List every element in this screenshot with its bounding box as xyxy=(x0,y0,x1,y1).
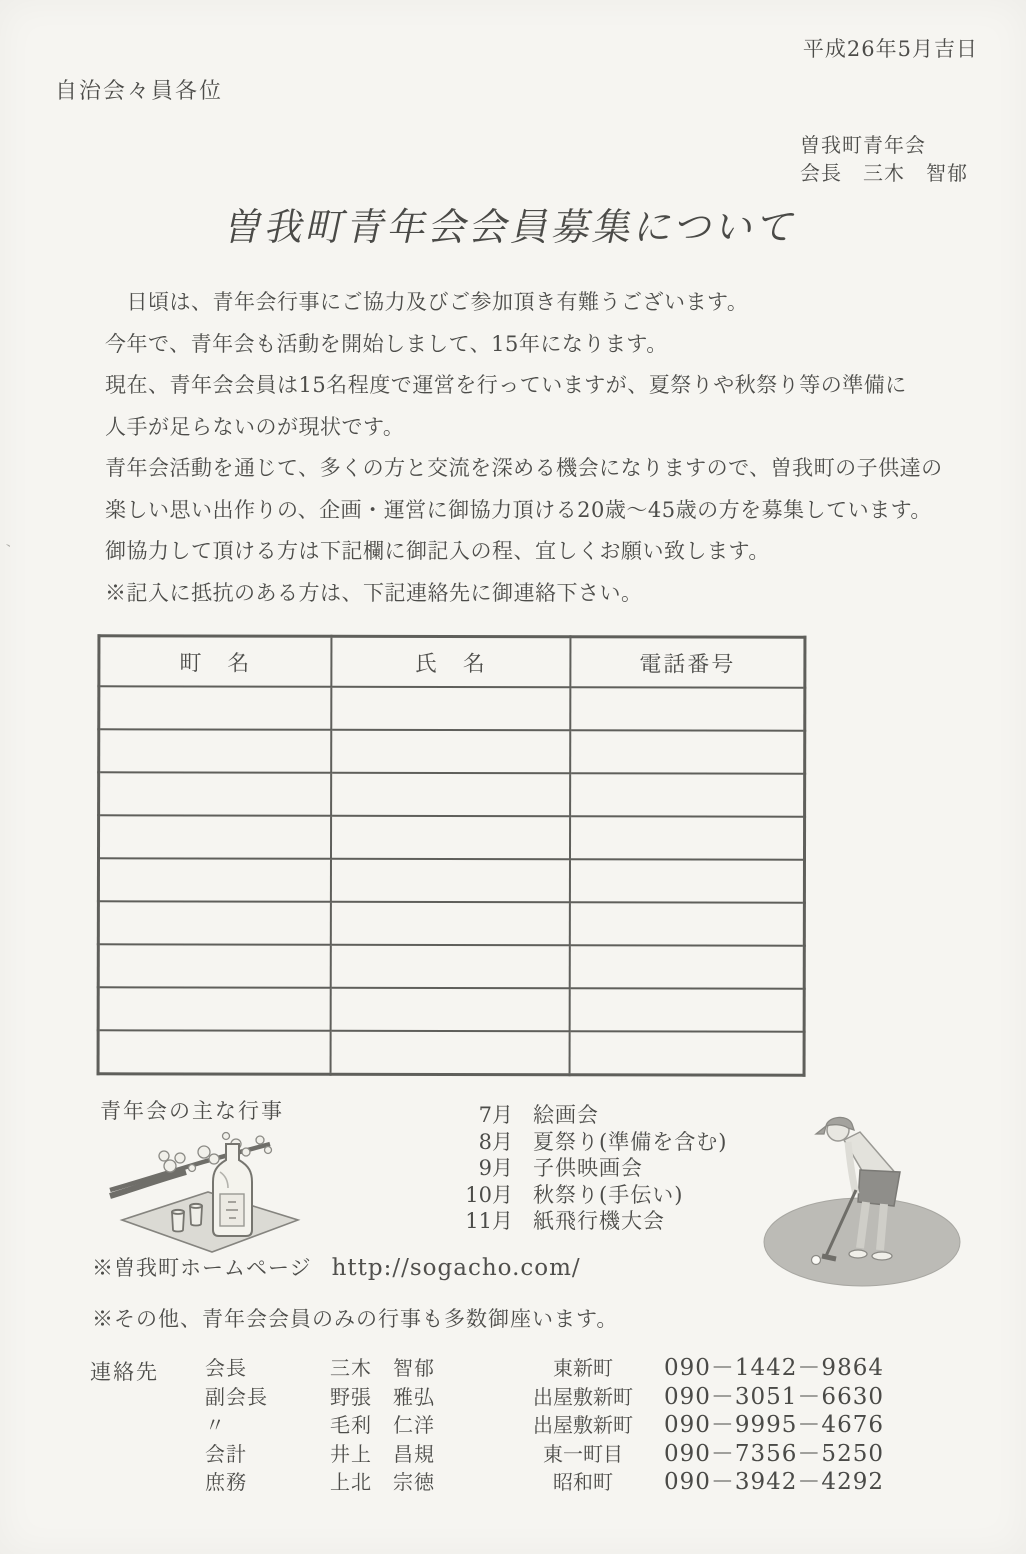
contact-town: 昭和町 xyxy=(553,1470,613,1494)
contacts-label: 連絡先 xyxy=(90,1360,159,1384)
empty-cell-phone xyxy=(570,988,805,1031)
contact-role: 副会長 xyxy=(205,1384,268,1409)
body-line: 楽しい思い出作りの、企画・運営に御協力頂ける20歳～45歳の方を募集しています。 xyxy=(105,497,932,522)
empty-cell-name xyxy=(331,988,570,1032)
contact-phone: 090－3051－6630 xyxy=(664,1383,884,1410)
empty-cell-town xyxy=(98,901,331,944)
body-line: 今年で、青年会も活動を開始しまして、15年になります。 xyxy=(105,331,668,356)
event-month: 7月 xyxy=(478,1103,513,1127)
hanami-sake-illustration xyxy=(108,1128,306,1256)
document-title: 曽我町青年会会員募集について xyxy=(220,205,804,249)
homepage-line xyxy=(92,1252,581,1282)
empty-cell-name xyxy=(331,816,570,860)
event-name: 紙飛行機大会 xyxy=(533,1209,665,1233)
empty-cell-town xyxy=(98,944,331,987)
scan-artifact-mark: 、 xyxy=(2,532,20,551)
golf-ball xyxy=(812,1256,821,1265)
contact-town: 東一町目 xyxy=(543,1441,623,1466)
event-month: 9月 xyxy=(478,1156,513,1180)
other-events-note: ※その他、青年会会員のみの行事も多数御座います。 xyxy=(92,1307,619,1331)
empty-cell-name xyxy=(331,859,570,903)
signup-table-header xyxy=(99,636,805,688)
header-person-name: 氏 名 xyxy=(331,636,570,687)
empty-cell-town xyxy=(98,858,331,901)
signup-table xyxy=(97,634,807,1076)
homepage-label: ※曽我町ホームページ xyxy=(92,1256,312,1280)
events-heading: 青年会の主な行事 xyxy=(100,1099,284,1123)
signup-table-empty-row xyxy=(98,944,804,988)
document-date: 平成26年5月吉日 xyxy=(802,37,978,61)
golfer-shorts xyxy=(858,1170,900,1206)
event-item xyxy=(425,1208,727,1235)
picnic-mat xyxy=(122,1192,298,1252)
event-name: 秋祭り(手伝い) xyxy=(533,1182,684,1207)
empty-cell-phone xyxy=(570,730,805,773)
contact-town: 出屋敷新町 xyxy=(533,1413,633,1437)
sender-block xyxy=(800,131,968,187)
sender-president: 会長 三木 智郁 xyxy=(800,161,968,185)
golfer-shoe-right xyxy=(872,1252,892,1260)
empty-cell-phone xyxy=(570,902,805,945)
contact-role: 庶務 xyxy=(205,1470,247,1494)
empty-cell-name xyxy=(331,687,570,731)
body-line: ※記入に抵抗のある方は、下記連絡先に御連絡下さい。 xyxy=(105,580,643,605)
contact-name: 上北 宗徳 xyxy=(330,1470,435,1494)
empty-cell-phone xyxy=(570,773,805,816)
signup-table-empty-row xyxy=(98,901,804,945)
empty-cell-phone xyxy=(570,859,805,902)
signup-table-empty-row xyxy=(99,772,805,816)
empty-cell-name xyxy=(331,902,570,946)
golfer-leg-right xyxy=(880,1204,884,1250)
header-phone-number: 電話番号 xyxy=(570,637,805,688)
signup-table-empty-row xyxy=(98,1030,804,1075)
golfer-shoe-left xyxy=(849,1250,867,1258)
addressee-line: 自治会々員各位 xyxy=(55,79,224,104)
empty-cell-name xyxy=(331,1031,570,1075)
contact-name: 野張 雅弘 xyxy=(330,1384,435,1409)
event-month: 8月 xyxy=(478,1129,513,1154)
event-name: 絵画会 xyxy=(533,1103,599,1127)
event-name: 子供映画会 xyxy=(533,1156,643,1180)
contact-row xyxy=(205,1354,884,1383)
events-list xyxy=(425,1102,727,1235)
signup-table-empty-row xyxy=(98,858,804,902)
contact-town: 東新町 xyxy=(553,1356,613,1380)
body-line: 人手が足らないのが現状です。 xyxy=(105,414,405,439)
contact-phone: 090－9995－4676 xyxy=(664,1412,884,1438)
contact-name: 三木 智郁 xyxy=(330,1356,435,1380)
contact-name: 毛利 仁洋 xyxy=(330,1413,435,1437)
golfer-putting-illustration xyxy=(760,1090,965,1290)
empty-cell-town xyxy=(99,729,332,772)
contact-row xyxy=(205,1440,884,1469)
event-item xyxy=(425,1129,727,1156)
empty-cell-town xyxy=(98,1030,331,1074)
contact-phone: 090－7356－5250 xyxy=(664,1440,884,1467)
empty-cell-town xyxy=(98,987,331,1030)
contact-role: 〃 xyxy=(205,1413,226,1437)
empty-cell-phone xyxy=(570,945,805,988)
contact-phone: 090－1442－9864 xyxy=(664,1355,884,1381)
empty-cell-phone xyxy=(570,1031,805,1075)
contact-row xyxy=(205,1383,884,1412)
event-item xyxy=(425,1155,727,1182)
signup-table-empty-row xyxy=(99,686,805,730)
contacts-list xyxy=(205,1354,884,1497)
plum-blossoms xyxy=(159,1133,272,1173)
empty-cell-town xyxy=(98,815,331,858)
empty-cell-name xyxy=(331,730,570,774)
empty-cell-town xyxy=(99,772,332,815)
event-item xyxy=(425,1102,727,1129)
contact-phone: 090－3942－4292 xyxy=(664,1469,884,1495)
signup-table-empty-row xyxy=(98,987,804,1031)
empty-cell-name xyxy=(331,945,570,989)
header-town-name: 町 名 xyxy=(99,636,332,687)
empty-cell-phone xyxy=(570,687,805,730)
body-paragraphs xyxy=(105,282,975,614)
empty-cell-town xyxy=(99,686,332,729)
body-line: 青年会活動を通じて、多くの方と交流を深める機会になりますので、曽我町の子供達の xyxy=(105,456,943,480)
contact-row xyxy=(205,1468,884,1497)
contact-role: 会計 xyxy=(205,1441,247,1466)
event-month: 10月 xyxy=(465,1182,513,1207)
contact-town: 出屋敷新町 xyxy=(533,1384,633,1409)
body-line: 御協力して頂ける方は下記欄に御記入の程、宜しくお願い致します。 xyxy=(105,539,770,563)
body-line: 日頃は、青年会行事にご協力及びご参加頂き有難うございます。 xyxy=(105,290,749,314)
event-month: 11月 xyxy=(465,1209,513,1233)
homepage-url: http://sogacho.com/ xyxy=(331,1255,581,1281)
event-item xyxy=(425,1182,727,1209)
empty-cell-phone xyxy=(570,816,805,859)
putter-head xyxy=(822,1256,836,1259)
contact-row xyxy=(205,1411,884,1440)
event-name: 夏祭り(準備を含む) xyxy=(533,1129,728,1154)
empty-cell-name xyxy=(331,773,570,817)
sender-organization: 曽我町青年会 xyxy=(800,133,926,157)
contact-role: 会長 xyxy=(205,1356,247,1380)
signup-table-empty-row xyxy=(99,729,805,773)
body-line: 現在、青年会会員は15名程度で運営を行っていますが、夏祭りや秋祭り等の準備に xyxy=(105,373,907,397)
signup-table-empty-row xyxy=(98,815,804,859)
contact-name: 井上 昌規 xyxy=(330,1441,435,1466)
